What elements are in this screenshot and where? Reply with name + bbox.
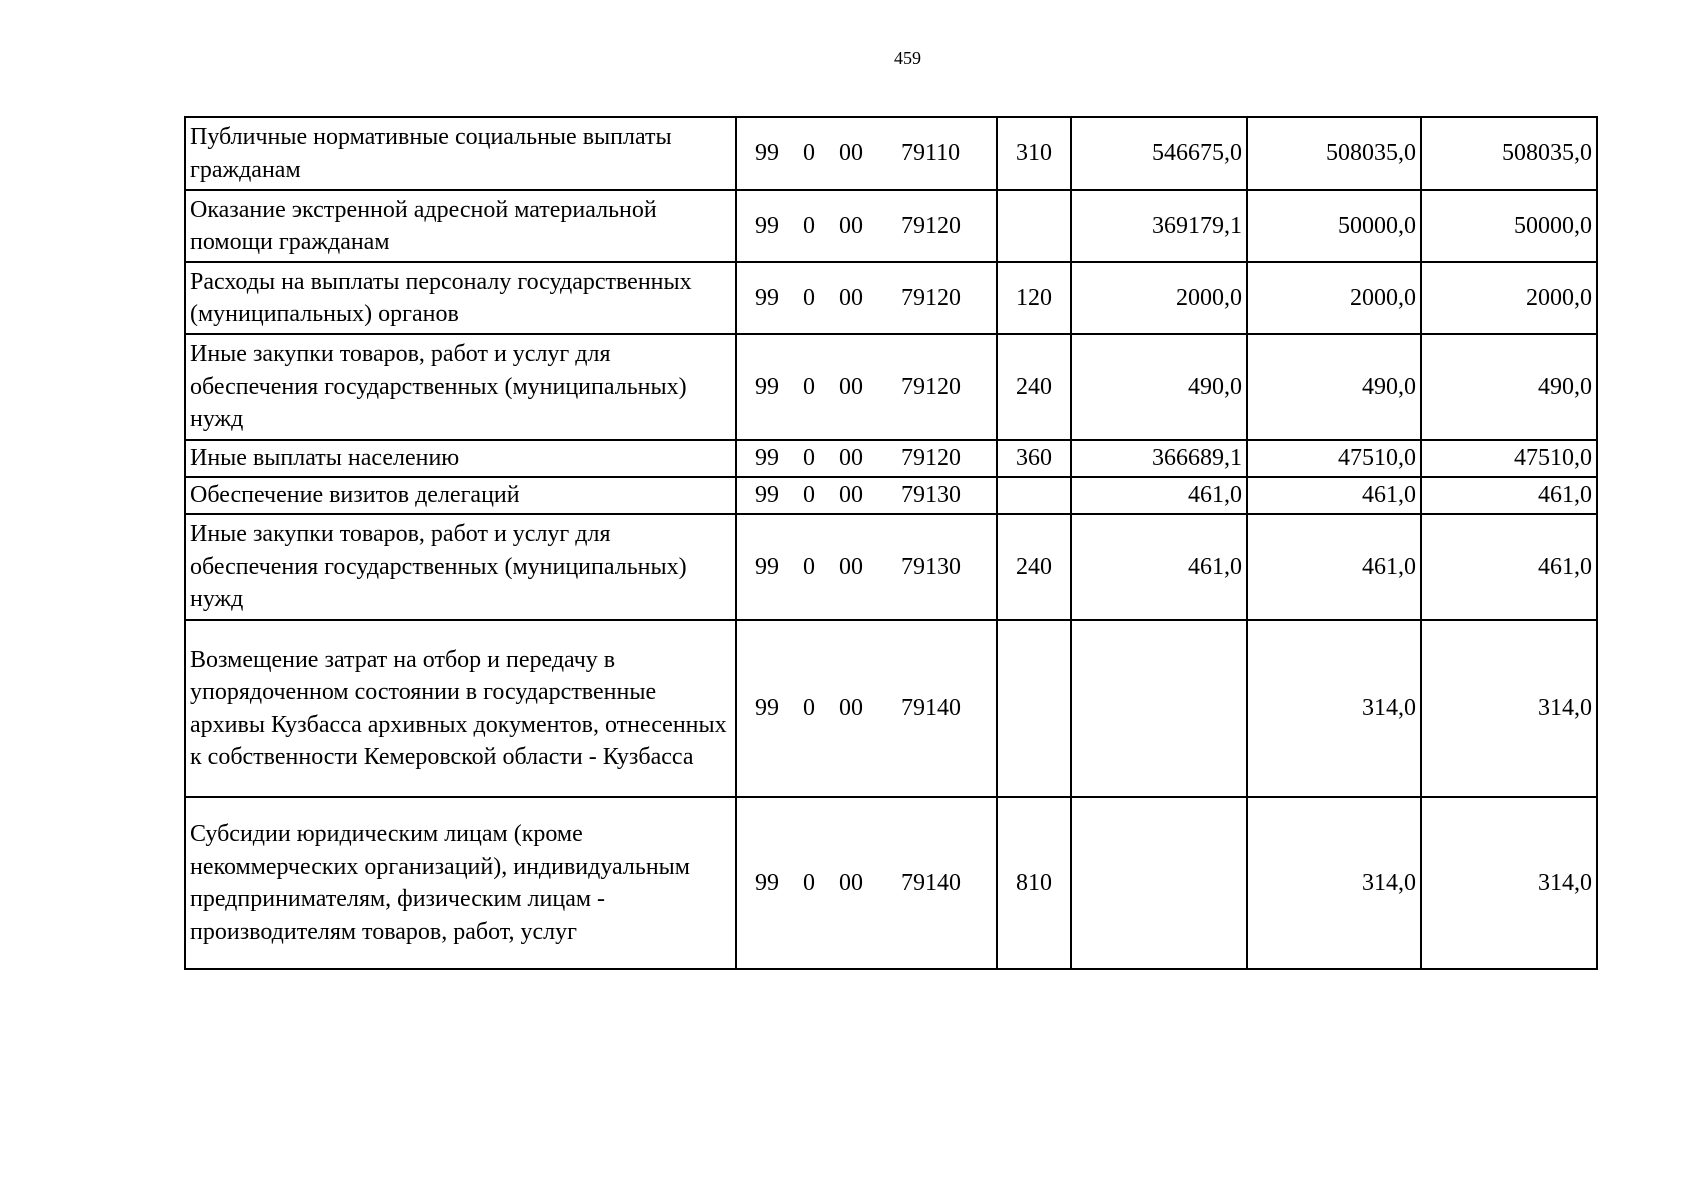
code-program: 99 [755, 869, 779, 896]
code-direction: 00 [839, 373, 863, 400]
code-program: 99 [755, 373, 779, 400]
code-direction: 00 [839, 445, 863, 472]
code-program: 99 [755, 553, 779, 580]
code-direction: 00 [839, 869, 863, 896]
target-article-code [736, 514, 997, 620]
amount-year-3: 314,0 [1421, 620, 1597, 797]
amount-year-2: 314,0 [1247, 620, 1421, 797]
target-article-code [736, 190, 997, 262]
row-name: Иные выплаты населению [185, 440, 736, 477]
amount-year-2: 314,0 [1247, 797, 1421, 969]
amount-year-2: 490,0 [1247, 334, 1421, 440]
expense-type-code [997, 190, 1071, 262]
code-subprogram: 0 [803, 212, 815, 239]
amount-year-3: 2000,0 [1421, 262, 1597, 334]
row-name: Публичные нормативные социальные выплаты гражданам [185, 117, 736, 190]
target-article-code [736, 477, 997, 514]
code-subprogram: 0 [803, 695, 815, 722]
table-row [185, 117, 1597, 190]
code-direction: 00 [839, 284, 863, 311]
code-subprogram: 0 [803, 869, 815, 896]
code-number: 79120 [901, 284, 961, 311]
expense-type-code [997, 620, 1071, 797]
amount-year-1: 461,0 [1071, 514, 1247, 620]
target-article-code [736, 117, 997, 190]
code-number: 79110 [901, 140, 961, 167]
code-program: 99 [755, 695, 779, 722]
amount-year-1: 366689,1 [1071, 440, 1247, 477]
code-number: 79140 [901, 695, 961, 722]
row-name: Иные закупки товаров, работ и услуг для обеспечения государственных (муниципальных) нужд [185, 514, 736, 620]
code-number: 79130 [901, 482, 961, 509]
code-program: 99 [755, 284, 779, 311]
amount-year-3: 314,0 [1421, 797, 1597, 969]
expense-type-code: 120 [997, 262, 1071, 334]
code-subprogram: 0 [803, 482, 815, 509]
amount-year-1: 546675,0 [1071, 117, 1247, 190]
code-direction: 00 [839, 140, 863, 167]
amount-year-1: 490,0 [1071, 334, 1247, 440]
amount-year-1 [1071, 620, 1247, 797]
code-subprogram: 0 [803, 373, 815, 400]
amount-year-2: 461,0 [1247, 514, 1421, 620]
expense-type-code: 310 [997, 117, 1071, 190]
code-direction: 00 [839, 482, 863, 509]
code-program: 99 [755, 482, 779, 509]
code-program: 99 [755, 212, 779, 239]
target-article-code [736, 620, 997, 797]
amount-year-3: 461,0 [1421, 514, 1597, 620]
code-subprogram: 0 [803, 553, 815, 580]
code-number: 79120 [901, 212, 961, 239]
amount-year-1: 2000,0 [1071, 262, 1247, 334]
code-subprogram: 0 [803, 140, 815, 167]
expense-type-code: 240 [997, 514, 1071, 620]
code-number: 79120 [901, 373, 961, 400]
amount-year-2: 508035,0 [1247, 117, 1421, 190]
amount-year-2: 47510,0 [1247, 440, 1421, 477]
amount-year-3: 47510,0 [1421, 440, 1597, 477]
table-row [185, 797, 1597, 969]
code-program: 99 [755, 140, 779, 167]
code-number: 79120 [901, 445, 961, 472]
expense-type-code: 360 [997, 440, 1071, 477]
amount-year-3: 461,0 [1421, 477, 1597, 514]
amount-year-1: 369179,1 [1071, 190, 1247, 262]
target-article-code [736, 262, 997, 334]
table-row [185, 262, 1597, 334]
table-row [185, 334, 1597, 440]
amount-year-1 [1071, 797, 1247, 969]
expense-type-code: 810 [997, 797, 1071, 969]
expense-type-code [997, 477, 1071, 514]
row-name: Обеспечение визитов делегаций [185, 477, 736, 514]
amount-year-2: 50000,0 [1247, 190, 1421, 262]
amount-year-3: 490,0 [1421, 334, 1597, 440]
table-row [185, 477, 1597, 514]
target-article-code [736, 334, 997, 440]
row-name: Субсидии юридическим лицам (кроме некоммерческих организаций), индивидуальным предпринимателям, физическим лицам - производителям товаров, работ, услуг [185, 797, 736, 969]
row-name: Возмещение затрат на отбор и передачу в упорядоченном состоянии в государственные архивы Кузбасса архивных документов, отнесенных к собственности Кемеровской области - Кузбасса [185, 620, 736, 797]
budget-table [184, 116, 1598, 970]
amount-year-3: 508035,0 [1421, 117, 1597, 190]
page-number: 459 [894, 48, 921, 68]
amount-year-2: 461,0 [1247, 477, 1421, 514]
code-number: 79140 [901, 869, 961, 896]
code-direction: 00 [839, 695, 863, 722]
expense-type-code: 240 [997, 334, 1071, 440]
table-row [185, 190, 1597, 262]
row-name: Иные закупки товаров, работ и услуг для обеспечения государственных (муниципальных) нужд [185, 334, 736, 440]
code-subprogram: 0 [803, 284, 815, 311]
amount-year-1: 461,0 [1071, 477, 1247, 514]
code-direction: 00 [839, 212, 863, 239]
row-name: Расходы на выплаты персоналу государственных (муниципальных) органов [185, 262, 736, 334]
table-row [185, 514, 1597, 620]
code-number: 79130 [901, 553, 961, 580]
amount-year-2: 2000,0 [1247, 262, 1421, 334]
target-article-code [736, 440, 997, 477]
code-subprogram: 0 [803, 445, 815, 472]
target-article-code [736, 797, 997, 969]
row-name: Оказание экстренной адресной материальной помощи гражданам [185, 190, 736, 262]
amount-year-3: 50000,0 [1421, 190, 1597, 262]
table-row [185, 620, 1597, 797]
code-program: 99 [755, 445, 779, 472]
table-row [185, 440, 1597, 477]
code-direction: 00 [839, 553, 863, 580]
